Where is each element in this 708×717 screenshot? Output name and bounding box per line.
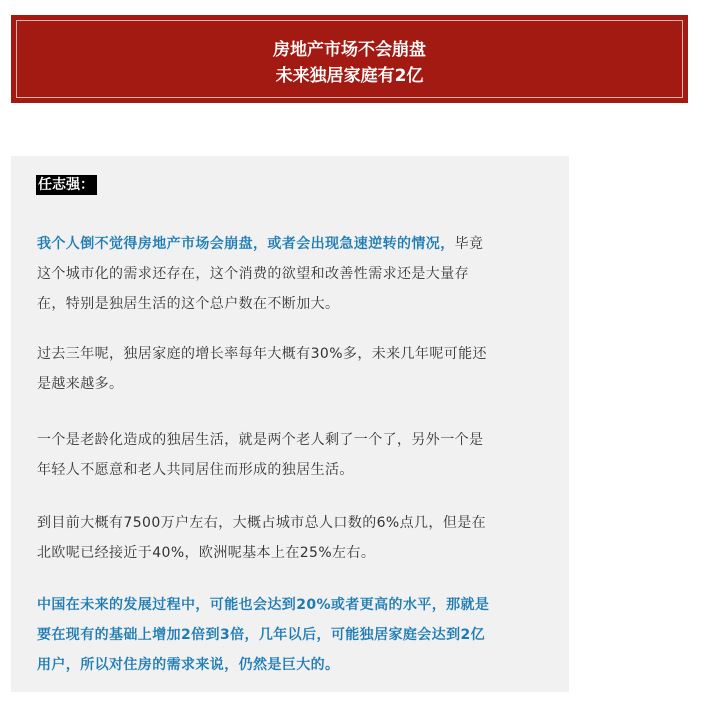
paragraph-1-line-2: 这个城市化的需求还存在，这个消费的欲望和改善性需求还是大量存 bbox=[37, 266, 469, 282]
paragraph-3 bbox=[37, 425, 557, 485]
paragraph-2 bbox=[37, 339, 557, 399]
paragraph-1-line-1 bbox=[37, 229, 557, 259]
paragraph-4-line-2: 北欧呢已经接近于40%，欧洲呢基本上在25%左右。 bbox=[37, 545, 376, 561]
paragraph-4 bbox=[37, 508, 557, 568]
banner-title-line-1: 房地产市场不会崩盘 bbox=[273, 40, 426, 60]
title-banner bbox=[11, 15, 688, 103]
paragraph-1-highlight: 我个人倒不觉得房地产市场会崩盘，或者会出现急速逆转的情况， bbox=[37, 236, 455, 252]
paragraph-1-line-3: 在，特别是独居生活的这个总户数在不断加大。 bbox=[37, 296, 340, 312]
paragraph-2-line-1: 过去三年呢，独居家庭的增长率每年大概有30%多，未来几年呢可能还 bbox=[37, 346, 487, 362]
banner-title-line-2: 未来独居家庭有2亿 bbox=[275, 66, 424, 86]
paragraph-1 bbox=[37, 229, 557, 319]
speaker-label: 任志强： bbox=[36, 175, 97, 195]
paragraph-3-line-1: 一个是老龄化造成的独居生活，就是两个老人剩了一个了，另外一个是 bbox=[37, 432, 484, 448]
paragraph-5-line-1: 中国在未来的发展过程中，可能也会达到20%或者更高的水平，那就是 bbox=[37, 597, 490, 613]
paragraph-2-line-2: 是越来越多。 bbox=[37, 376, 124, 392]
banner-title bbox=[11, 37, 688, 89]
paragraph-5 bbox=[37, 590, 557, 680]
paragraph-1-line-1-rest: 毕竟 bbox=[454, 236, 484, 252]
paragraph-5-line-2: 要在现有的基础上增加2倍到3倍，几年以后，可能独居家庭会达到2亿 bbox=[37, 627, 486, 643]
paragraph-3-line-2: 年轻人不愿意和老人共同居住而形成的独居生活。 bbox=[37, 462, 354, 478]
paragraph-5-line-3: 用户，所以对住房的需求来说，仍然是巨大的。 bbox=[37, 657, 340, 673]
paragraph-4-line-1: 到目前大概有7500万户左右，大概占城市总人口数的6%点几，但是在 bbox=[37, 515, 487, 531]
